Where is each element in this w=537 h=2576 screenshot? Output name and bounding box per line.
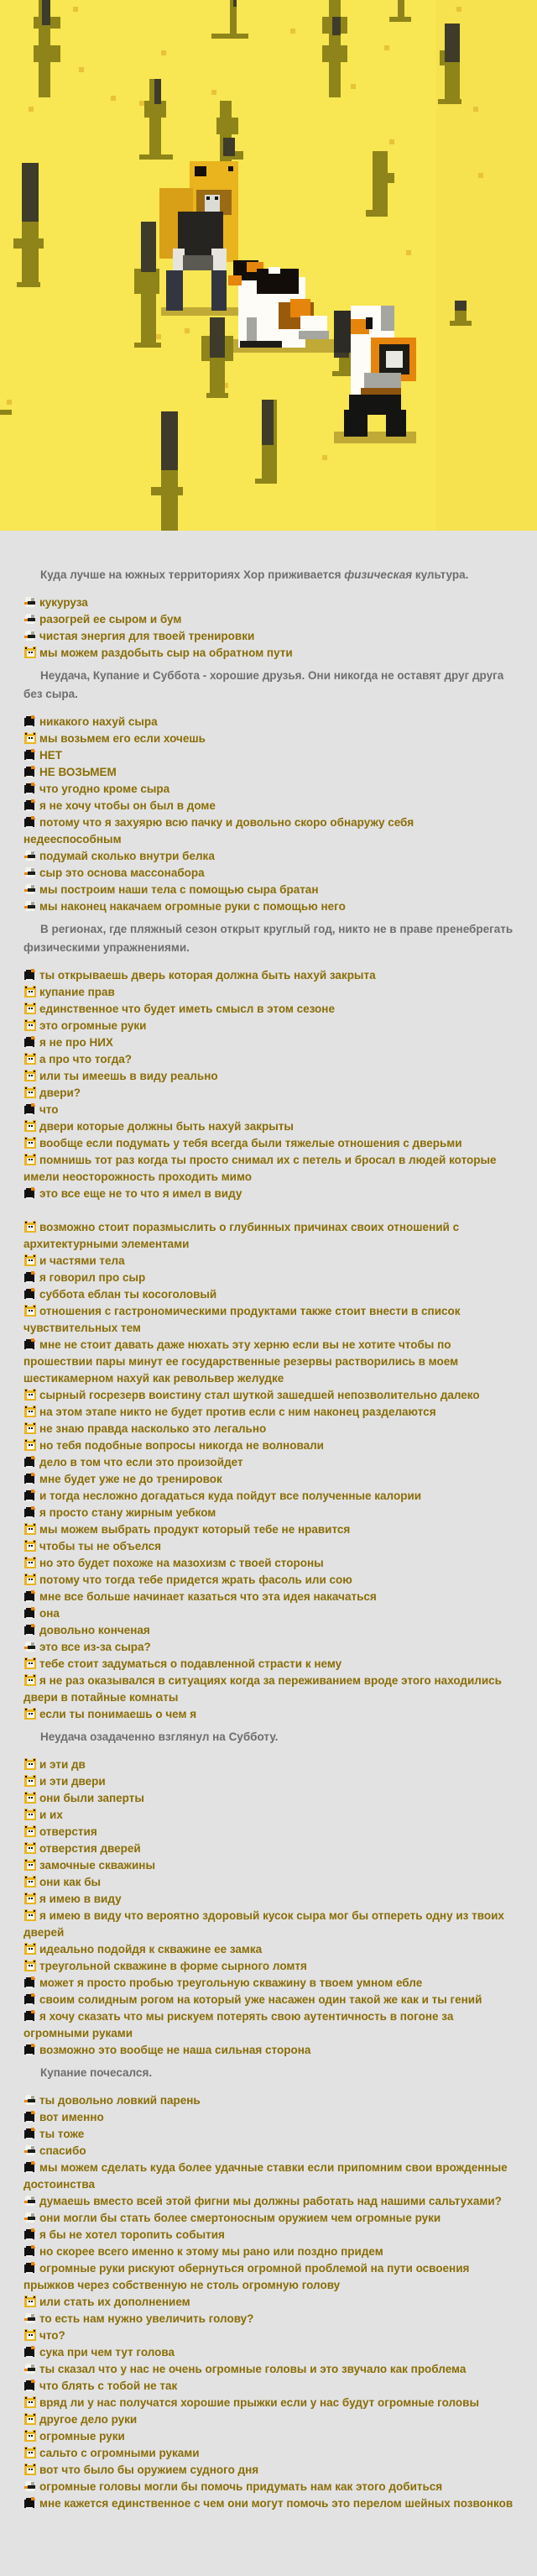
frog-hood-avatar-icon — [23, 1069, 37, 1082]
black-round-avatar-icon — [23, 1338, 37, 1351]
black-round-avatar-icon — [23, 782, 37, 795]
dialogue-line — [23, 1437, 514, 1454]
dialogue-text: дело в том что если это произойдет — [39, 1456, 243, 1469]
dialogue-text: но тебя подобные вопросы никогда не волновали — [39, 1439, 324, 1452]
dialogue-text: мы возьмем его если хочешь — [39, 732, 206, 745]
dialogue-text: если ты понимаешь о чем я — [39, 1708, 197, 1720]
dialogue-line — [23, 1975, 514, 1992]
dialogue-line — [23, 1807, 514, 1824]
dialogue-text: огромные руки рискуют обернуться огромной проблемой на пути освоения прыжков через собственную не столь огромную голову — [23, 2262, 470, 2291]
white-sunglasses-avatar-icon — [23, 612, 37, 626]
frog-hood-avatar-icon — [23, 1808, 37, 1821]
dialogue-line — [23, 1840, 514, 1857]
frog-hood-avatar-icon — [23, 1405, 37, 1418]
black-round-avatar-icon — [23, 1505, 37, 1519]
dialogue-line — [23, 1555, 514, 1572]
white-sunglasses-avatar-icon — [23, 2211, 37, 2224]
dialogue-text: возможно это вообще не наша сильная сторона — [39, 2044, 311, 2056]
dialogue-text: кукуруза — [39, 596, 88, 609]
dialogue-text: идеально подойдя к скважине ее замка — [39, 1943, 263, 1956]
dialogue-line — [23, 1639, 514, 1656]
frog-hood-avatar-icon — [23, 1573, 37, 1586]
dialogue-text: что блять с тобой не так — [39, 2380, 178, 2392]
black-round-avatar-icon — [23, 1186, 37, 1200]
dialogue-text: потому что я захуярю всю пачку и довольно скоро обнаружу себя недееспособным — [23, 816, 414, 846]
dialogue-line — [23, 1874, 514, 1891]
frog-hood-avatar-icon — [23, 1673, 37, 1687]
chat-transcript — [0, 531, 537, 2546]
black-round-avatar-icon — [23, 2228, 37, 2241]
dialogue-line — [23, 781, 514, 798]
corn-field-scene — [0, 0, 537, 531]
dialogue-text: ты тоже — [39, 2128, 85, 2140]
dialogue-line — [23, 1589, 514, 1605]
dialogue-text: помнишь тот раз когда ты просто снимал их с петель и бросал в людей которые имели неосторожность проходить мимо — [23, 1154, 497, 1183]
dialogue-line — [23, 1790, 514, 1807]
narration-paragraph — [23, 1728, 514, 1746]
dialogue-text: она — [39, 1607, 60, 1620]
frog-hood-avatar-icon — [23, 2463, 37, 2476]
frog-hood-avatar-icon — [23, 1892, 37, 1905]
dialogue-text: своим солидным рогом на который уже насажен один такой же как и ты гений — [39, 1993, 482, 2006]
frog-hood-avatar-icon — [23, 1388, 37, 1401]
dialogue-text: мне все больше начинает казаться что эта идея накачаться — [39, 1590, 377, 1603]
frog-hood-avatar-icon — [23, 1875, 37, 1888]
dialogue-line — [23, 2361, 514, 2378]
dialogue-line — [23, 730, 514, 747]
black-round-avatar-icon — [23, 2244, 37, 2258]
dialogue-line — [23, 848, 514, 865]
frog-hood-avatar-icon — [23, 1841, 37, 1855]
black-round-avatar-icon — [23, 1623, 37, 1636]
dialogue-line — [23, 2126, 514, 2143]
dialogue-line — [23, 611, 514, 628]
dialogue-text: единственное что будет иметь смысл в этом сезоне — [39, 1003, 335, 1015]
frog-hood-avatar-icon — [23, 646, 37, 659]
dialogue-text: ты довольно ловкий парень — [39, 2094, 201, 2107]
black-round-avatar-icon — [23, 798, 37, 812]
dialogue-line — [23, 1471, 514, 1488]
dialogue-text: огромные головы могли бы помочь придумать нам как этого добиться — [39, 2480, 443, 2493]
narration-paragraph — [23, 566, 514, 584]
frog-hood-avatar-icon — [23, 2395, 37, 2409]
frog-hood-avatar-icon — [23, 1825, 37, 1838]
dialogue-line — [23, 1337, 514, 1387]
frog-hood-avatar-icon — [23, 1657, 37, 1670]
dialogue-text: сальто с огромными руками — [39, 2447, 200, 2459]
white-sunglasses-avatar-icon — [23, 899, 37, 913]
dialogue-line — [23, 2042, 514, 2059]
dialogue-text: я не хочу чтобы он был в доме — [39, 799, 216, 812]
frog-hood-avatar-icon — [23, 1119, 37, 1133]
black-round-avatar-icon — [23, 815, 37, 829]
dialogue-line — [23, 2428, 514, 2445]
white-sunglasses-avatar-icon — [23, 629, 37, 642]
frog-hood-avatar-icon — [23, 2446, 37, 2459]
frog-hood-avatar-icon — [23, 1304, 37, 1317]
black-round-avatar-icon — [23, 1287, 37, 1301]
dialogue-text: не знаю правда насколько это легально — [39, 1422, 267, 1435]
frog-hood-avatar-icon — [23, 2412, 37, 2426]
dialogue-text: сука при чем тут голова — [39, 2346, 175, 2359]
dialogue-text: я говорил про сыр — [39, 1271, 146, 1284]
dialogue-line — [23, 2109, 514, 2126]
white-sunglasses-avatar-icon — [23, 2194, 37, 2207]
black-round-avatar-icon — [23, 968, 37, 982]
dialogue-text: и эти дв — [39, 1758, 86, 1771]
dialogue-text: что — [39, 1103, 59, 1116]
dialogue-text: никакого нахуй сыра — [39, 715, 158, 728]
dialogue-text: НЕ ВОЗЬМЕМ — [39, 766, 117, 778]
dialogue-text: а про что тогда? — [39, 1053, 133, 1065]
black-round-avatar-icon — [23, 2043, 37, 2056]
dialogue-text: и частями тела — [39, 1254, 125, 1267]
dialogue-line — [23, 1673, 514, 1706]
dialogue-line — [23, 1572, 514, 1589]
frog-hood-avatar-icon — [23, 1153, 37, 1166]
black-round-avatar-icon — [23, 2110, 37, 2123]
dialogue-line — [23, 1034, 514, 1051]
white-sunglasses-avatar-icon — [23, 1640, 37, 1653]
dialogue-line — [23, 898, 514, 915]
black-round-avatar-icon — [23, 2496, 37, 2510]
dialogue-line — [23, 1857, 514, 1874]
dialogue-text: возможно стоит поразмыслить о глубинных причинах своих отношений с архитектурными элементами — [23, 1221, 460, 1250]
white-sunglasses-avatar-icon — [23, 2312, 37, 2325]
dialogue-text: это все еще не то что я имел в виду — [39, 1187, 242, 1200]
dialogue-text: я не раз оказывался в ситуациях когда за переживанием вроде этого находились двери в потайные комнаты — [23, 1674, 502, 1704]
dialogue-text: они как бы — [39, 1876, 102, 1888]
dialogue-text: мы можем раздобыть сыр на обратном пути — [39, 647, 293, 659]
black-round-avatar-icon — [23, 1455, 37, 1469]
frog-hood-avatar-icon — [23, 1908, 37, 1922]
dialogue-line — [23, 865, 514, 882]
dialogue-line — [23, 628, 514, 645]
dialogue-line — [23, 1505, 514, 1521]
dialogue-line — [23, 882, 514, 898]
dialogue-line — [23, 2227, 514, 2244]
dialogue-line — [23, 1521, 514, 1538]
dialogue-text: другое дело руки — [39, 2413, 138, 2426]
blank-gap — [23, 1202, 514, 1219]
dialogue-line — [23, 1186, 514, 1202]
dialogue-text: но скорее всего именно к этому мы рано или поздно придем — [39, 2245, 383, 2258]
dialogue-line — [23, 1135, 514, 1152]
dialogue-line — [23, 1622, 514, 1639]
frog-hood-avatar-icon — [23, 1556, 37, 1569]
dialogue-line — [23, 1706, 514, 1723]
dialogue-text: суббота еблан ты косоголовый — [39, 1288, 217, 1301]
frog-hood-avatar-icon — [23, 1052, 37, 1065]
dialogue-text: спасибо — [39, 2144, 86, 2157]
dialogue-line — [23, 1270, 514, 1286]
black-round-avatar-icon — [23, 765, 37, 778]
dialogue-text: мне кажется единственное с чем они могут помочь это перелом шейных позвонков — [39, 2497, 514, 2510]
dialogue-text: мы наконец накачаем огромные руки с помощью него — [39, 900, 346, 913]
black-round-avatar-icon — [23, 2160, 37, 2174]
narration-text: Купание почесался. — [40, 2066, 153, 2079]
dialogue-text: что угодно кроме сыра — [39, 783, 170, 795]
dialogue-line — [23, 1941, 514, 1958]
frog-hood-avatar-icon — [23, 1774, 37, 1788]
white-sunglasses-avatar-icon — [23, 2093, 37, 2107]
dialogue-line — [23, 2327, 514, 2344]
dialogue-line — [23, 1773, 514, 1790]
dialogue-text: тебе стоит задуматься о подавленной страсти к нему — [39, 1657, 342, 1670]
dialogue-text: думаешь вместо всей этой фигни мы должны работать над нашими сальтухами? — [39, 2195, 502, 2207]
black-round-avatar-icon — [23, 1589, 37, 1603]
dialogue-line — [23, 1152, 514, 1186]
dialogue-line — [23, 1219, 514, 1253]
frog-hood-avatar-icon — [23, 1757, 37, 1771]
frog-hood-avatar-icon — [23, 1791, 37, 1804]
dialogue-line — [23, 1068, 514, 1085]
black-round-avatar-icon — [23, 1489, 37, 1502]
dialogue-line — [23, 2479, 514, 2495]
frog-hood-avatar-icon — [23, 1438, 37, 1452]
black-round-avatar-icon — [23, 1976, 37, 1989]
dialogue-text: это огромные руки — [39, 1019, 147, 1032]
dialogue-text: но это будет похоже на мазохизм с твоей стороны — [39, 1557, 324, 1569]
dialogue-line — [23, 2294, 514, 2311]
black-round-avatar-icon — [23, 1270, 37, 1284]
dialogue-text: отношения с гастрономическими продуктами также стоит внести в список чувствительных тем — [23, 1305, 461, 1334]
frog-hood-avatar-icon — [23, 1002, 37, 1015]
narration-text: В регионах, где пляжный сезон открыт круглый год, никто не в праве пренебрегать физическими упражнениями. — [23, 923, 514, 954]
dialogue-line — [23, 2462, 514, 2479]
dialogue-line — [23, 2008, 514, 2042]
frog-hood-avatar-icon — [23, 1018, 37, 1032]
frog-hood-avatar-icon — [23, 731, 37, 745]
dialogue-line — [23, 798, 514, 814]
dialogue-text: вот что было бы оружием судного дня — [39, 2463, 259, 2476]
dialogue-line — [23, 1656, 514, 1673]
dialogue-text: двери которые должны быть нахуй закрыты — [39, 1120, 294, 1133]
frog-hood-avatar-icon — [23, 1959, 37, 1972]
dialogue-text: чтобы ты не объелся — [39, 1540, 161, 1552]
white-sunglasses-avatar-icon — [23, 866, 37, 879]
dialogue-line — [23, 1454, 514, 1471]
dialogue-line — [23, 1605, 514, 1622]
black-round-avatar-icon — [23, 2345, 37, 2359]
dialogue-text: или ты имеешь в виду реально — [39, 1070, 218, 1082]
frog-hood-avatar-icon — [23, 1707, 37, 1720]
dialogue-line — [23, 1102, 514, 1118]
white-sunglasses-avatar-icon — [23, 882, 37, 896]
dialogue-text: это все из-за сыра? — [39, 1641, 151, 1653]
pixel-art-illustration — [0, 0, 537, 531]
dialogue-line — [23, 1488, 514, 1505]
dialogue-line — [23, 814, 514, 848]
dialogue-line — [23, 1908, 514, 1941]
dialogue-line — [23, 1891, 514, 1908]
dialogue-line — [23, 967, 514, 984]
dialogue-line — [23, 747, 514, 764]
dialogue-text: мне не стоит давать даже нюхать эту херню если вы не хотите чтобы по прошествии пары минут ее государственные резервы растворились в моем шестикамерном нахуй как револьвер желудке — [23, 1338, 459, 1385]
frog-hood-avatar-icon — [23, 1086, 37, 1099]
dialogue-line — [23, 1118, 514, 1135]
dialogue-line — [23, 714, 514, 730]
narration-text: Неудача, Купание и Суббота - хорошие друзья. Они никогда не оставят друг друга без сыра. — [23, 669, 504, 700]
dialogue-text: отверстия — [39, 1825, 97, 1838]
dialogue-text: и их — [39, 1809, 63, 1821]
dialogue-text: я хочу сказать что мы рискуем потерять свою аутентичность в погоне за огромными руками — [23, 2010, 454, 2039]
dialogue-line — [23, 2495, 514, 2512]
dialogue-text: мы можем сделать куда более удачные ставки если припомним свои врожденные достоинства — [23, 2161, 508, 2191]
dialogue-text: мне будет уже не до тренировок — [39, 1473, 222, 1485]
dialogue-line — [23, 2143, 514, 2160]
dialogue-line — [23, 1001, 514, 1018]
dialogue-line — [23, 1421, 514, 1437]
black-round-avatar-icon — [23, 715, 37, 728]
dialogue-text: что? — [39, 2329, 65, 2342]
dialogue-text: вообще если подумать у тебя всегда были тяжелые отношения с дверьми — [39, 1137, 462, 1149]
dialogue-text: ты открываешь дверь которая должна быть нахуй закрыта — [39, 969, 376, 982]
dialogue-line — [23, 2244, 514, 2260]
frog-hood-avatar-icon — [23, 2429, 37, 2442]
black-round-avatar-icon — [23, 748, 37, 762]
frog-hood-avatar-icon — [23, 2295, 37, 2308]
dialogue-line — [23, 594, 514, 611]
dialogue-line — [23, 1051, 514, 1068]
white-sunglasses-avatar-icon — [23, 2144, 37, 2157]
dialogue-text: я не про НИХ — [39, 1036, 113, 1049]
dialogue-line — [23, 1303, 514, 1337]
dialogue-text: мы построим наши тела с помощью сыра братан — [39, 883, 319, 896]
dialogue-line — [23, 1018, 514, 1034]
dialogue-text: может я просто пробью треугольную скважину в твоем умном ебле — [39, 1977, 423, 1989]
black-round-avatar-icon — [23, 1102, 37, 1116]
dialogue-line — [23, 1824, 514, 1840]
dialogue-text: замочные скважины — [39, 1859, 155, 1872]
frog-hood-avatar-icon — [23, 1422, 37, 1435]
dialogue-text: и тогда несложно догадаться куда пойдут все полученные калории — [39, 1490, 422, 1502]
dialogue-text: двери? — [39, 1086, 81, 1099]
dialogue-line — [23, 1387, 514, 1404]
dialogue-text: вот именно — [39, 2111, 104, 2123]
frog-hood-avatar-icon — [23, 1254, 37, 1267]
white-sunglasses-avatar-icon — [23, 2479, 37, 2493]
dialogue-line — [23, 764, 514, 781]
frog-hood-avatar-icon — [23, 1942, 37, 1956]
dialogue-line — [23, 2344, 514, 2361]
dialogue-line — [23, 2411, 514, 2428]
dialogue-line — [23, 2260, 514, 2294]
dialogue-text: они могли бы стать более смертоносным оружием чем огромные руки — [39, 2212, 441, 2224]
dialogue-text: купание прав — [39, 986, 115, 998]
black-round-avatar-icon — [23, 2127, 37, 2140]
black-round-avatar-icon — [23, 1992, 37, 2006]
dialogue-text: довольно конченая — [39, 1624, 150, 1636]
dialogue-text: я просто стану жирным уебком — [39, 1506, 216, 1519]
dialogue-line — [23, 1253, 514, 1270]
dialogue-line — [23, 984, 514, 1001]
white-sunglasses-avatar-icon — [23, 2362, 37, 2375]
black-round-avatar-icon — [23, 1035, 37, 1049]
white-sunglasses-avatar-icon — [23, 595, 37, 609]
dialogue-text: мы можем выбрать продукт который тебе не нравится — [39, 1523, 351, 1536]
black-round-avatar-icon — [23, 1472, 37, 1485]
dialogue-line — [23, 1992, 514, 2008]
narration-text: Неудача озадаченно взглянул на Субботу. — [40, 1730, 279, 1743]
frog-hood-avatar-icon — [23, 985, 37, 998]
frog-hood-avatar-icon — [23, 1220, 37, 1233]
dialogue-line — [23, 2193, 514, 2210]
black-round-avatar-icon — [23, 2379, 37, 2392]
dialogue-line — [23, 2160, 514, 2193]
dialogue-line — [23, 1958, 514, 1975]
dialogue-text: на этом этапе никто не будет против если с ним наконец разделаются — [39, 1406, 436, 1418]
dialogue-text: вряд ли у нас получатся хорошие прыжки если у нас будут огромные головы — [39, 2396, 479, 2409]
frog-hood-avatar-icon — [23, 1136, 37, 1149]
frog-hood-avatar-icon — [23, 1858, 37, 1872]
dialogue-text: огромные руки — [39, 2430, 125, 2442]
frog-hood-avatar-icon — [23, 1522, 37, 1536]
dialogue-text: разогрей ее сыром и бум — [39, 613, 182, 626]
dialogue-text: они были заперты — [39, 1792, 144, 1804]
black-round-avatar-icon — [23, 2261, 37, 2275]
narration-paragraph — [23, 2064, 514, 2082]
dialogue-text: НЕТ — [39, 749, 62, 762]
narration-paragraph — [23, 667, 514, 704]
black-round-avatar-icon — [23, 1606, 37, 1620]
narration-emphasis: физическая — [344, 568, 413, 581]
dialogue-line — [23, 1404, 514, 1421]
dialogue-text: сырный госрезерв воистину стал шуткой зашедшей непозволительно далеко — [39, 1389, 480, 1401]
dialogue-line — [23, 2092, 514, 2109]
dialogue-line — [23, 2395, 514, 2411]
dialogue-text: треугольной скважине в форме сырного ломтя — [39, 1960, 307, 1972]
dialogue-text: я имею в виду что вероятно здоровый кусок сыра мог бы отпереть одну из твоих дверей — [23, 1909, 504, 1939]
black-round-avatar-icon — [23, 2009, 37, 2023]
dialogue-line — [23, 2210, 514, 2227]
dialogue-line — [23, 645, 514, 662]
dialogue-line — [23, 1757, 514, 1773]
dialogue-text: я имею в виду — [39, 1893, 122, 1905]
dialogue-text: и эти двери — [39, 1775, 106, 1788]
dialogue-line — [23, 1538, 514, 1555]
dialogue-text: подумай сколько внутри белка — [39, 850, 215, 862]
narration-text: культура. — [412, 568, 469, 581]
narration-paragraph — [23, 920, 514, 957]
dialogue-line — [23, 2378, 514, 2395]
dialogue-text: чистая энергия для твоей тренировки — [39, 630, 255, 642]
frog-hood-avatar-icon — [23, 1539, 37, 1552]
dialogue-line — [23, 2445, 514, 2462]
dialogue-text: отверстия дверей — [39, 1842, 141, 1855]
frog-hood-avatar-icon — [23, 2328, 37, 2342]
white-sunglasses-avatar-icon — [23, 849, 37, 862]
dialogue-text: то есть нам нужно увеличить голову? — [39, 2312, 254, 2325]
dialogue-text: я бы не хотел торопить события — [39, 2228, 225, 2241]
dialogue-line — [23, 2311, 514, 2327]
narration-text: Куда лучше на южных территориях Хор приживается — [40, 568, 345, 581]
dialogue-text: сыр это основа массонабора — [39, 867, 205, 879]
dialogue-text: или стать их дополнением — [39, 2296, 190, 2308]
dialogue-line — [23, 1085, 514, 1102]
dialogue-line — [23, 1286, 514, 1303]
dialogue-text: потому что тогда тебе придется жрать фасоль или сою — [39, 1573, 352, 1586]
dialogue-text: ты сказал что у нас не очень огромные головы и это звучало как проблема — [39, 2363, 467, 2375]
